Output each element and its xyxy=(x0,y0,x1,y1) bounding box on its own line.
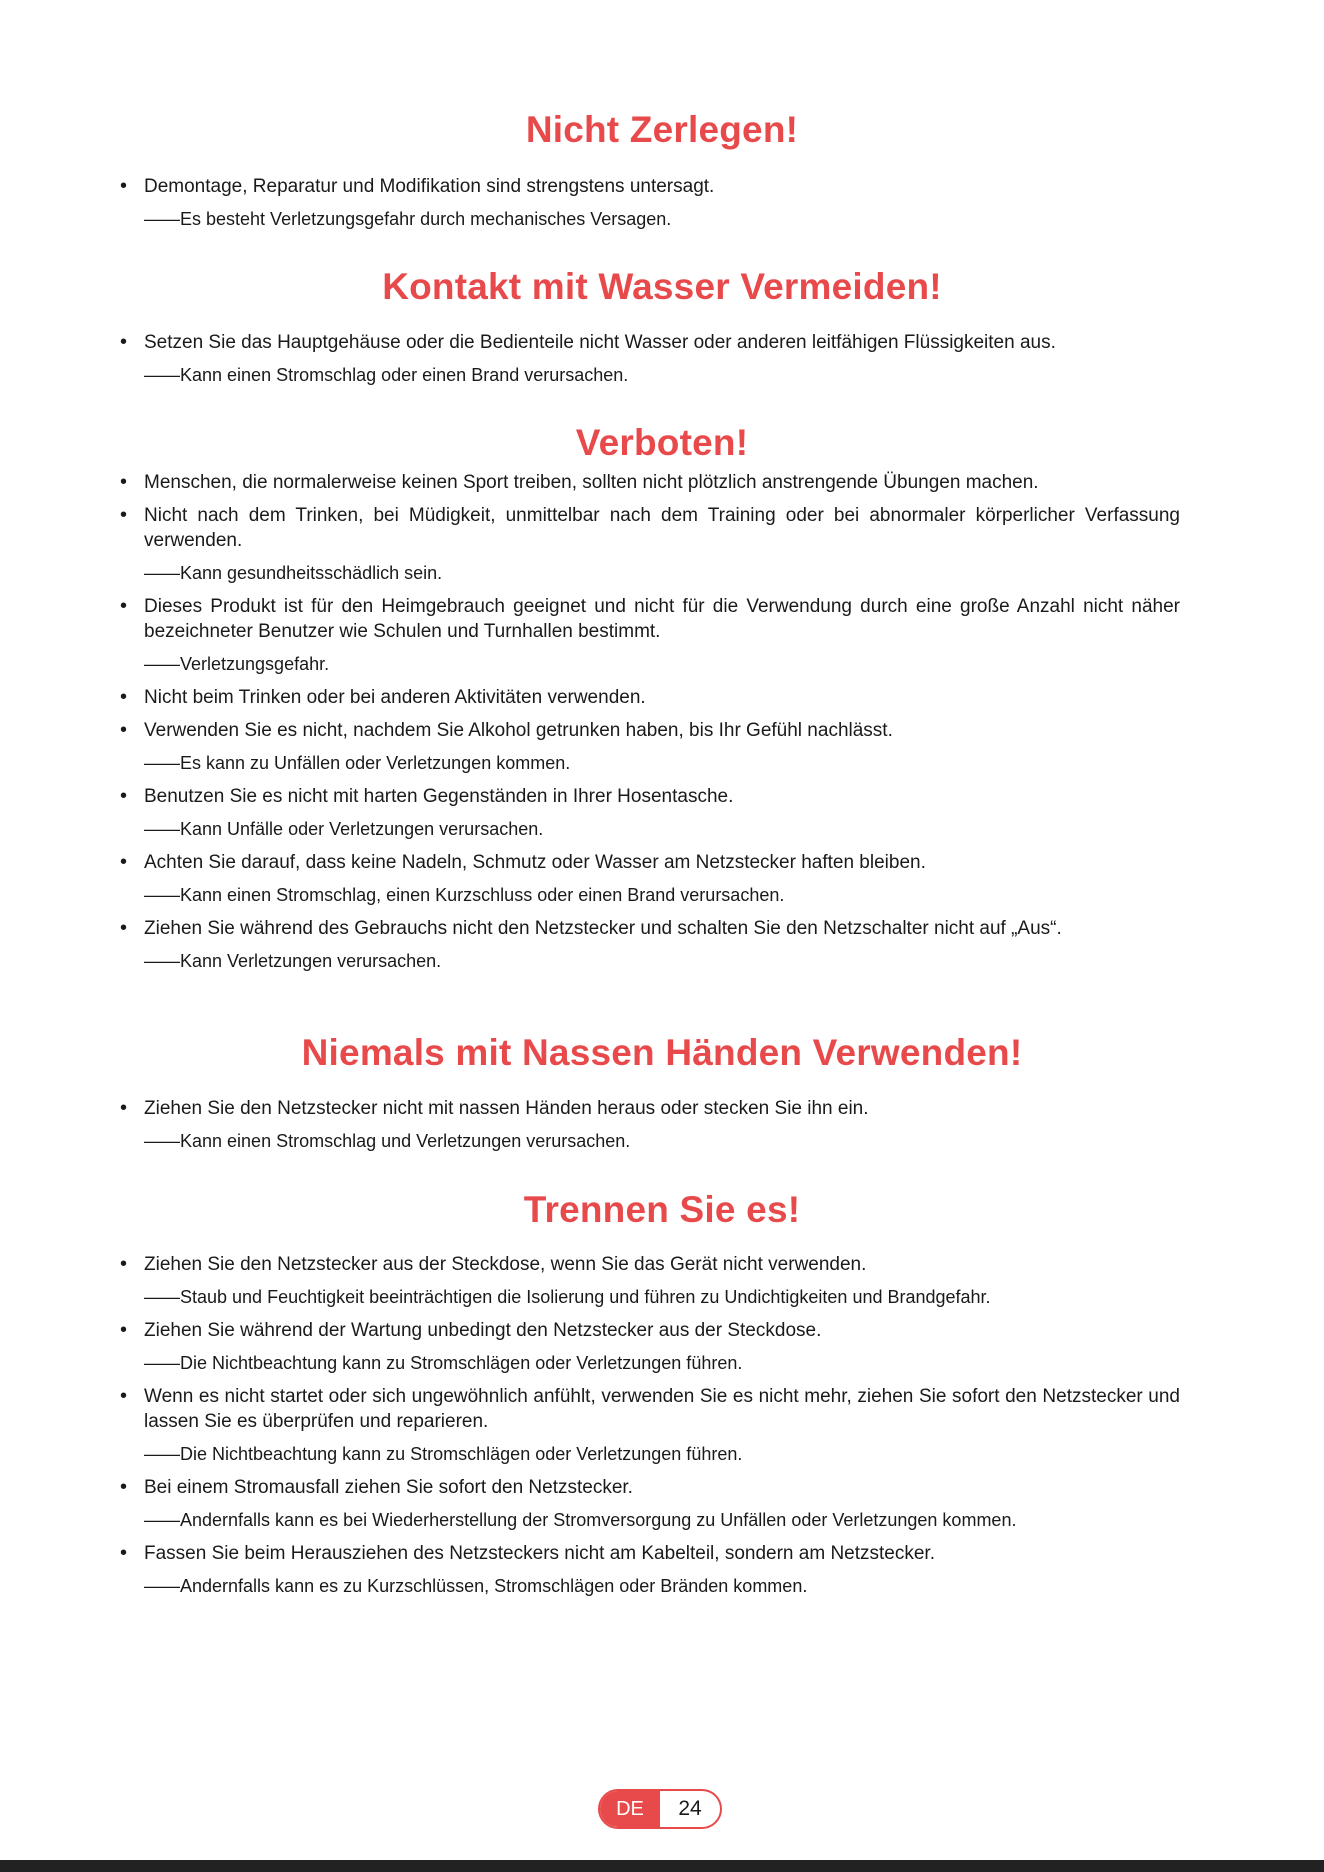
bullet-icon: • xyxy=(120,331,128,353)
list-item xyxy=(120,718,1180,776)
item-note: ——Kann einen Stromschlag oder einen Brand verursachen. xyxy=(144,365,629,385)
language-label: DE xyxy=(600,1791,660,1827)
page-badge xyxy=(598,1789,722,1829)
list-item xyxy=(120,330,1180,388)
section-nasse-haende xyxy=(0,1031,1324,1075)
list-item xyxy=(120,685,1180,710)
bullet-icon: • xyxy=(120,1319,128,1341)
item-note: ——Es besteht Verletzungsgefahr durch mechanisches Versagen. xyxy=(144,209,672,229)
item-text: Verwenden Sie es nicht, nachdem Sie Alkohol getrunken haben, bis Ihr Gefühl nachlässt. xyxy=(144,720,893,741)
item-note: ——Kann Unfälle oder Verletzungen verursachen. xyxy=(144,819,544,839)
list-item xyxy=(120,850,1180,908)
list-item xyxy=(120,503,1180,586)
item-text: Setzen Sie das Hauptgehäuse oder die Bedienteile nicht Wasser oder anderen leitfähigen Flüssigkeiten aus. xyxy=(144,332,1056,353)
item-note: ——Kann Verletzungen verursachen. xyxy=(144,951,442,971)
item-note: ——Kann einen Stromschlag, einen Kurzschluss oder einen Brand verursachen. xyxy=(144,885,785,905)
item-text: Wenn es nicht startet oder sich ungewöhnlich anfühlt, verwenden Sie es nicht mehr, ziehen Sie sofort den Netzstecker und lassen Sie es überprüfen und reparieren. xyxy=(144,1386,1180,1432)
item-text: Ziehen Sie während der Wartung unbedingt den Netzstecker aus der Steckdose. xyxy=(144,1320,822,1341)
item-list xyxy=(120,174,1180,232)
item-text: Ziehen Sie den Netzstecker aus der Steckdose, wenn Sie das Gerät nicht verwenden. xyxy=(144,1254,867,1275)
bullet-icon: • xyxy=(120,471,128,493)
item-text: Nicht nach dem Trinken, bei Müdigkeit, unmittelbar nach dem Training oder bei abnormaler körperlicher Verfassung verwenden. xyxy=(144,505,1180,551)
section-verboten xyxy=(0,421,1324,465)
item-text: Demontage, Reparatur und Modifikation sind strengstens untersagt. xyxy=(144,176,715,197)
item-list xyxy=(120,330,1180,388)
item-note: ——Es kann zu Unfällen oder Verletzungen kommen. xyxy=(144,753,571,773)
bullet-icon: • xyxy=(120,595,128,617)
section-heading: Kontakt mit Wasser Vermeiden! xyxy=(382,266,942,307)
item-text: Menschen, die normalerweise keinen Sport treiben, sollten nicht plötzlich anstrengende Übungen machen. xyxy=(144,472,1039,493)
item-note: ——Kann einen Stromschlag und Verletzungen verursachen. xyxy=(144,1131,631,1151)
bullet-icon: • xyxy=(120,1542,128,1564)
item-list xyxy=(120,1096,1180,1154)
list-item xyxy=(120,470,1180,495)
item-list xyxy=(120,470,1180,974)
bullet-icon: • xyxy=(120,719,128,741)
list-item xyxy=(120,1318,1180,1376)
bullet-icon: • xyxy=(120,851,128,873)
item-text: Dieses Produkt ist für den Heimgebrauch geeignet und nicht für die Verwendung durch eine große Anzahl nicht näher bezeichneter Benutzer wie Schulen und Turnhallen bestimmt. xyxy=(144,596,1180,642)
list-item xyxy=(120,1096,1180,1154)
section-nicht-zerlegen xyxy=(0,108,1324,152)
item-text: Fassen Sie beim Herausziehen des Netzsteckers nicht am Kabelteil, sondern am Netzstecker. xyxy=(144,1543,935,1564)
section-heading: Niemals mit Nassen Händen Verwenden! xyxy=(301,1032,1023,1073)
list-item xyxy=(120,1384,1180,1467)
item-text: Achten Sie darauf, dass keine Nadeln, Schmutz oder Wasser am Netzstecker haften bleiben. xyxy=(144,852,926,873)
item-text: Bei einem Stromausfall ziehen Sie sofort den Netzstecker. xyxy=(144,1477,633,1498)
list-item xyxy=(120,594,1180,677)
bullet-icon: • xyxy=(120,1476,128,1498)
list-item xyxy=(120,1475,1180,1533)
item-text: Ziehen Sie während des Gebrauchs nicht den Netzstecker und schalten Sie den Netzschalter nicht auf „Aus“. xyxy=(144,918,1062,939)
bullet-icon: • xyxy=(120,1385,128,1407)
item-note: ——Andernfalls kann es zu Kurzschlüssen, Stromschlägen oder Bränden kommen. xyxy=(144,1576,808,1596)
bullet-icon: • xyxy=(120,1097,128,1119)
section-kontakt-mit-wasser xyxy=(0,265,1324,309)
item-note: ——Staub und Feuchtigkeit beeinträchtigen die Isolierung und führen zu Undichtigkeiten und Brandgefahr. xyxy=(144,1287,991,1307)
bullet-icon: • xyxy=(120,917,128,939)
item-text: Benutzen Sie es nicht mit harten Gegenständen in Ihrer Hosentasche. xyxy=(144,786,734,807)
bullet-icon: • xyxy=(120,686,128,708)
bottom-edge xyxy=(0,1860,1324,1872)
bullet-icon: • xyxy=(120,1253,128,1275)
section-heading: Verboten! xyxy=(575,422,749,463)
list-item xyxy=(120,1252,1180,1310)
item-note: ——Die Nichtbeachtung kann zu Stromschlägen oder Verletzungen führen. xyxy=(144,1353,743,1373)
item-note: ——Die Nichtbeachtung kann zu Stromschlägen oder Verletzungen führen. xyxy=(144,1444,743,1464)
section-heading: Nicht Zerlegen! xyxy=(525,109,799,150)
item-note: ——Verletzungsgefahr. xyxy=(144,654,330,674)
bullet-icon: • xyxy=(120,785,128,807)
list-item xyxy=(120,916,1180,974)
item-text: Ziehen Sie den Netzstecker nicht mit nassen Händen heraus oder stecken Sie ihn ein. xyxy=(144,1098,869,1119)
section-heading: Trennen Sie es! xyxy=(523,1189,801,1230)
item-note: ——Kann gesundheitsschädlich sein. xyxy=(144,563,443,583)
item-text: Nicht beim Trinken oder bei anderen Aktivitäten verwenden. xyxy=(144,687,646,708)
list-item xyxy=(120,174,1180,232)
list-item xyxy=(120,784,1180,842)
item-list xyxy=(120,1252,1180,1599)
page-number: 24 xyxy=(678,1797,702,1820)
section-trennen-sie-es xyxy=(0,1188,1324,1232)
bullet-icon: • xyxy=(120,504,128,526)
list-item xyxy=(120,1541,1180,1599)
bullet-icon: • xyxy=(120,175,128,197)
item-note: ——Andernfalls kann es bei Wiederherstellung der Stromversorgung zu Unfällen oder Verletzungen kommen. xyxy=(144,1510,1017,1530)
